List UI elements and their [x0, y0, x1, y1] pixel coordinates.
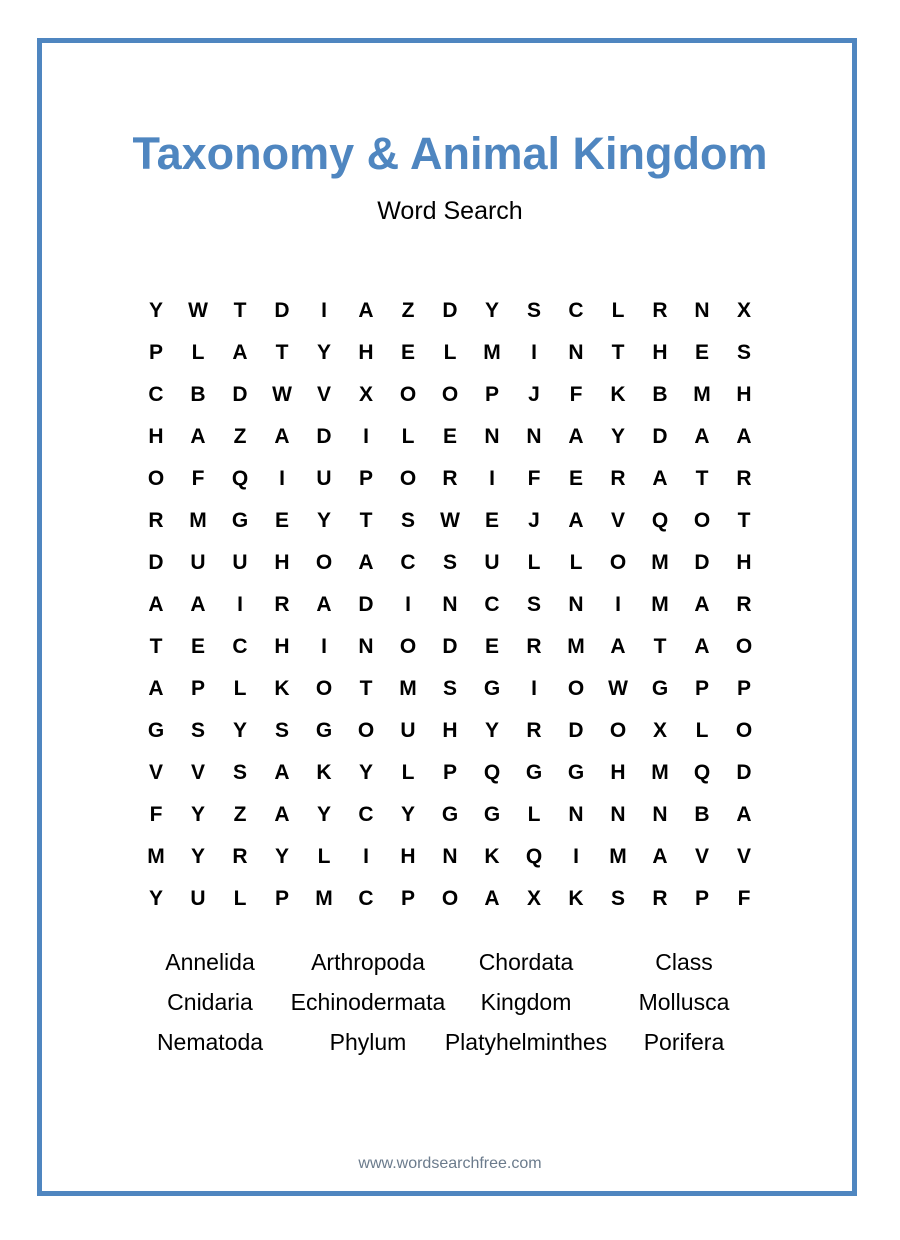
- grid-cell: A: [568, 425, 584, 448]
- grid-cell: D: [316, 425, 332, 448]
- grid-cell: A: [190, 425, 206, 448]
- grid-cell: L: [191, 341, 205, 364]
- grid-cell: I: [405, 593, 411, 616]
- grid-cell: Z: [233, 425, 247, 448]
- grid-cell: A: [358, 299, 374, 322]
- grid-cell: S: [190, 719, 205, 742]
- grid-cell: Y: [148, 299, 163, 322]
- grid-cell: P: [484, 383, 499, 406]
- grid-cell: M: [693, 383, 711, 406]
- grid-cell: J: [528, 383, 540, 406]
- grid-cell: Y: [190, 803, 205, 826]
- grid-cell: T: [611, 341, 625, 364]
- grid-cell: C: [358, 887, 374, 910]
- grid-cell: L: [317, 845, 331, 868]
- grid-cell: Y: [484, 299, 499, 322]
- grid-cell: D: [232, 383, 248, 406]
- grid-cell: O: [399, 383, 417, 406]
- grid-cell: Q: [693, 761, 711, 784]
- grid-cell: G: [315, 719, 333, 742]
- grid-cell: Y: [484, 719, 499, 742]
- grid-cell: R: [526, 719, 542, 742]
- grid-cell: A: [484, 887, 500, 910]
- grid-cell: I: [573, 845, 579, 868]
- grid-cell: O: [567, 677, 585, 700]
- grid-cell: A: [274, 425, 290, 448]
- grid-cell: M: [567, 635, 585, 658]
- grid-cell: I: [531, 677, 537, 700]
- footer-url: www.wordsearchfree.com: [358, 1155, 542, 1172]
- grid-cell: T: [737, 509, 751, 532]
- grid-cell: J: [528, 509, 540, 532]
- grid-cell: W: [608, 677, 628, 700]
- grid-cell: Y: [358, 761, 373, 784]
- grid-cell: Y: [190, 845, 205, 868]
- grid-cell: P: [736, 677, 751, 700]
- grid-cell: P: [274, 887, 289, 910]
- grid-cell: S: [442, 677, 457, 700]
- grid-cell: D: [652, 425, 668, 448]
- grid-cell: I: [531, 341, 537, 364]
- grid-cell: X: [652, 719, 667, 742]
- grid-cell: A: [652, 467, 668, 490]
- grid-cell: K: [274, 677, 290, 700]
- grid-cell: V: [190, 761, 205, 784]
- grid-cell: R: [652, 299, 668, 322]
- grid-cell: T: [233, 299, 247, 322]
- grid-cell: C: [232, 635, 248, 658]
- grid-cell: S: [610, 887, 625, 910]
- grid-cell: O: [609, 551, 627, 574]
- grid-cell: R: [274, 593, 290, 616]
- grid-cell: W: [272, 383, 292, 406]
- grid-cell: G: [483, 803, 501, 826]
- grid-cell: V: [316, 383, 331, 406]
- grid-cell: G: [147, 719, 165, 742]
- grid-cell: M: [147, 845, 165, 868]
- grid-cell: B: [652, 383, 668, 406]
- grid-cell: O: [735, 635, 753, 658]
- grid-cell: V: [694, 845, 709, 868]
- grid-cell: B: [190, 383, 206, 406]
- grid-cell: U: [400, 719, 416, 742]
- grid-cell: X: [736, 299, 751, 322]
- grid-cell: U: [190, 887, 206, 910]
- grid-cell: L: [569, 551, 583, 574]
- word-list-item: Porifera: [643, 1028, 725, 1055]
- grid-cell: R: [148, 509, 164, 532]
- grid-cell: X: [526, 887, 541, 910]
- grid-cell: T: [275, 341, 289, 364]
- grid-cell: T: [359, 677, 373, 700]
- grid-cell: O: [735, 719, 753, 742]
- grid-cell: M: [189, 509, 207, 532]
- grid-cell: P: [358, 467, 373, 490]
- grid-cell: P: [694, 887, 709, 910]
- grid-cell: X: [358, 383, 373, 406]
- grid-cell: U: [190, 551, 206, 574]
- grid-cell: Y: [232, 719, 247, 742]
- grid-cell: Y: [274, 845, 289, 868]
- grid-cell: K: [568, 887, 584, 910]
- grid-cell: Y: [148, 887, 163, 910]
- grid-cell: G: [231, 509, 249, 532]
- grid-cell: H: [652, 341, 668, 364]
- grid-cell: E: [400, 341, 415, 364]
- grid-cell: L: [443, 341, 457, 364]
- grid-cell: Z: [401, 299, 415, 322]
- grid-cell: L: [401, 425, 415, 448]
- grid-cell: D: [148, 551, 164, 574]
- grid-cell: G: [525, 761, 543, 784]
- grid-cell: V: [736, 845, 751, 868]
- grid-cell: F: [527, 467, 541, 490]
- grid-cell: F: [737, 887, 751, 910]
- grid-cell: R: [232, 845, 248, 868]
- grid-cell: T: [695, 467, 709, 490]
- grid-cell: D: [442, 635, 458, 658]
- grid-cell: M: [399, 677, 417, 700]
- grid-cell: O: [357, 719, 375, 742]
- grid-cell: C: [148, 383, 164, 406]
- grid-cell: T: [653, 635, 667, 658]
- grid-cell: E: [442, 425, 457, 448]
- grid-cell: A: [694, 425, 710, 448]
- grid-cell: H: [442, 719, 458, 742]
- grid-cell: K: [610, 383, 626, 406]
- grid-cell: L: [695, 719, 709, 742]
- grid-cell: D: [442, 299, 458, 322]
- grid-cell: L: [233, 887, 247, 910]
- grid-cell: O: [441, 887, 459, 910]
- word-list-item: Echinodermata: [290, 988, 446, 1015]
- word-list-item: Class: [655, 948, 713, 975]
- grid-cell: U: [484, 551, 500, 574]
- grid-cell: G: [483, 677, 501, 700]
- grid-cell: H: [400, 845, 416, 868]
- grid-cell: S: [274, 719, 289, 742]
- grid-cell: O: [315, 677, 333, 700]
- grid-cell: O: [693, 509, 711, 532]
- grid-cell: R: [610, 467, 626, 490]
- grid-cell: L: [611, 299, 625, 322]
- page-title: Taxonomy & Animal Kingdom: [132, 128, 768, 179]
- word-list-item: Chordata: [478, 948, 574, 975]
- grid-cell: I: [321, 299, 327, 322]
- grid-cell: A: [148, 593, 164, 616]
- grid-cell: I: [279, 467, 285, 490]
- grid-cell: N: [568, 803, 584, 826]
- grid-cell: H: [358, 341, 374, 364]
- grid-cell: R: [652, 887, 668, 910]
- grid-cell: A: [568, 509, 584, 532]
- grid-cell: S: [736, 341, 751, 364]
- grid-cell: G: [441, 803, 459, 826]
- grid-cell: A: [148, 677, 164, 700]
- grid-cell: N: [694, 299, 710, 322]
- grid-cell: S: [526, 593, 541, 616]
- grid-cell: S: [400, 509, 415, 532]
- grid-cell: H: [274, 635, 290, 658]
- word-list-item: Nematoda: [156, 1028, 264, 1055]
- grid-cell: K: [484, 845, 500, 868]
- grid-cell: A: [610, 635, 626, 658]
- grid-cell: R: [442, 467, 458, 490]
- word-list-item: Kingdom: [480, 988, 572, 1015]
- grid-cell: O: [609, 719, 627, 742]
- grid-cell: L: [401, 761, 415, 784]
- grid-cell: I: [363, 845, 369, 868]
- grid-cell: T: [359, 509, 373, 532]
- grid-cell: H: [274, 551, 290, 574]
- word-list-item: Arthropoda: [311, 948, 425, 975]
- grid-cell: S: [526, 299, 541, 322]
- word-list-item: Phylum: [329, 1028, 407, 1055]
- grid-cell: Z: [233, 803, 247, 826]
- grid-cell: W: [188, 299, 208, 322]
- grid-cell: S: [232, 761, 247, 784]
- grid-cell: L: [527, 551, 541, 574]
- grid-cell: Q: [651, 509, 669, 532]
- grid-cell: Q: [525, 845, 543, 868]
- grid-cell: D: [358, 593, 374, 616]
- grid-cell: N: [526, 425, 542, 448]
- grid-cell: O: [399, 635, 417, 658]
- grid-cell: M: [609, 845, 627, 868]
- grid-cell: M: [315, 887, 333, 910]
- grid-cell: C: [484, 593, 500, 616]
- grid-cell: S: [442, 551, 457, 574]
- grid-cell: I: [237, 593, 243, 616]
- grid-cell: R: [526, 635, 542, 658]
- grid-cell: M: [651, 551, 669, 574]
- grid-cell: M: [651, 761, 669, 784]
- grid-cell: N: [484, 425, 500, 448]
- grid-cell: E: [568, 467, 583, 490]
- grid-cell: E: [484, 509, 499, 532]
- grid-cell: O: [147, 467, 165, 490]
- grid-cell: C: [358, 803, 374, 826]
- grid-cell: E: [274, 509, 289, 532]
- grid-cell: A: [694, 593, 710, 616]
- grid-cell: C: [568, 299, 584, 322]
- grid-cell: A: [190, 593, 206, 616]
- grid-cell: M: [483, 341, 501, 364]
- grid-cell: N: [442, 593, 458, 616]
- grid-cell: Y: [610, 425, 625, 448]
- grid-cell: A: [316, 593, 332, 616]
- grid-cell: A: [736, 425, 752, 448]
- grid-cell: Y: [316, 509, 331, 532]
- grid-cell: R: [736, 467, 752, 490]
- grid-cell: I: [363, 425, 369, 448]
- grid-cell: C: [400, 551, 416, 574]
- grid-cell: P: [148, 341, 163, 364]
- grid-cell: I: [615, 593, 621, 616]
- grid-cell: P: [190, 677, 205, 700]
- word-list: [131, 942, 763, 1062]
- grid-cell: D: [274, 299, 290, 322]
- grid-cell: A: [736, 803, 752, 826]
- grid-cell: N: [442, 845, 458, 868]
- grid-cell: O: [315, 551, 333, 574]
- grid-cell: I: [489, 467, 495, 490]
- grid-cell: E: [190, 635, 205, 658]
- grid-cell: O: [441, 383, 459, 406]
- grid-cell: A: [274, 803, 290, 826]
- grid-cell: A: [274, 761, 290, 784]
- grid-cell: H: [148, 425, 164, 448]
- grid-cell: H: [736, 551, 752, 574]
- grid-cell: D: [568, 719, 584, 742]
- grid-cell: H: [610, 761, 626, 784]
- grid-cell: A: [232, 341, 248, 364]
- grid-cell: A: [694, 635, 710, 658]
- grid-cell: L: [527, 803, 541, 826]
- grid-cell: F: [569, 383, 583, 406]
- grid-cell: D: [694, 551, 710, 574]
- grid-cell: N: [610, 803, 626, 826]
- grid-cell: Y: [316, 341, 331, 364]
- grid-cell: U: [232, 551, 248, 574]
- grid-cell: P: [400, 887, 415, 910]
- grid-cell: Q: [231, 467, 249, 490]
- word-list-item: Cnidaria: [167, 988, 253, 1015]
- grid-cell: H: [736, 383, 752, 406]
- grid-cell: O: [399, 467, 417, 490]
- grid-cell: Q: [483, 761, 501, 784]
- grid-cell: N: [358, 635, 374, 658]
- grid-cell: M: [651, 593, 669, 616]
- grid-cell: L: [233, 677, 247, 700]
- grid-cell: E: [484, 635, 499, 658]
- grid-cell: G: [651, 677, 669, 700]
- grid-cell: U: [316, 467, 332, 490]
- word-list-item: Mollusca: [638, 988, 730, 1015]
- grid-cell: K: [316, 761, 332, 784]
- grid-cell: N: [652, 803, 668, 826]
- grid-cell: P: [694, 677, 709, 700]
- grid-cell: N: [568, 593, 584, 616]
- word-list-item: Annelida: [165, 948, 255, 975]
- word-list-item: Platyhelminthes: [444, 1028, 608, 1055]
- grid-cell: Y: [316, 803, 331, 826]
- grid-cell: D: [736, 761, 752, 784]
- grid-cell: F: [149, 803, 163, 826]
- letter-grid: [135, 290, 765, 920]
- grid-cell: V: [610, 509, 625, 532]
- grid-cell: B: [694, 803, 710, 826]
- grid-cell: I: [321, 635, 327, 658]
- grid-cell: F: [191, 467, 205, 490]
- grid-cell: R: [736, 593, 752, 616]
- grid-cell: A: [652, 845, 668, 868]
- grid-cell: Y: [400, 803, 415, 826]
- grid-cell: E: [694, 341, 709, 364]
- grid-cell: V: [148, 761, 163, 784]
- page-subtitle: Word Search: [377, 197, 523, 225]
- grid-cell: T: [149, 635, 163, 658]
- grid-cell: W: [440, 509, 460, 532]
- grid-cell: P: [442, 761, 457, 784]
- grid-cell: A: [358, 551, 374, 574]
- grid-cell: N: [568, 341, 584, 364]
- grid-cell: G: [567, 761, 585, 784]
